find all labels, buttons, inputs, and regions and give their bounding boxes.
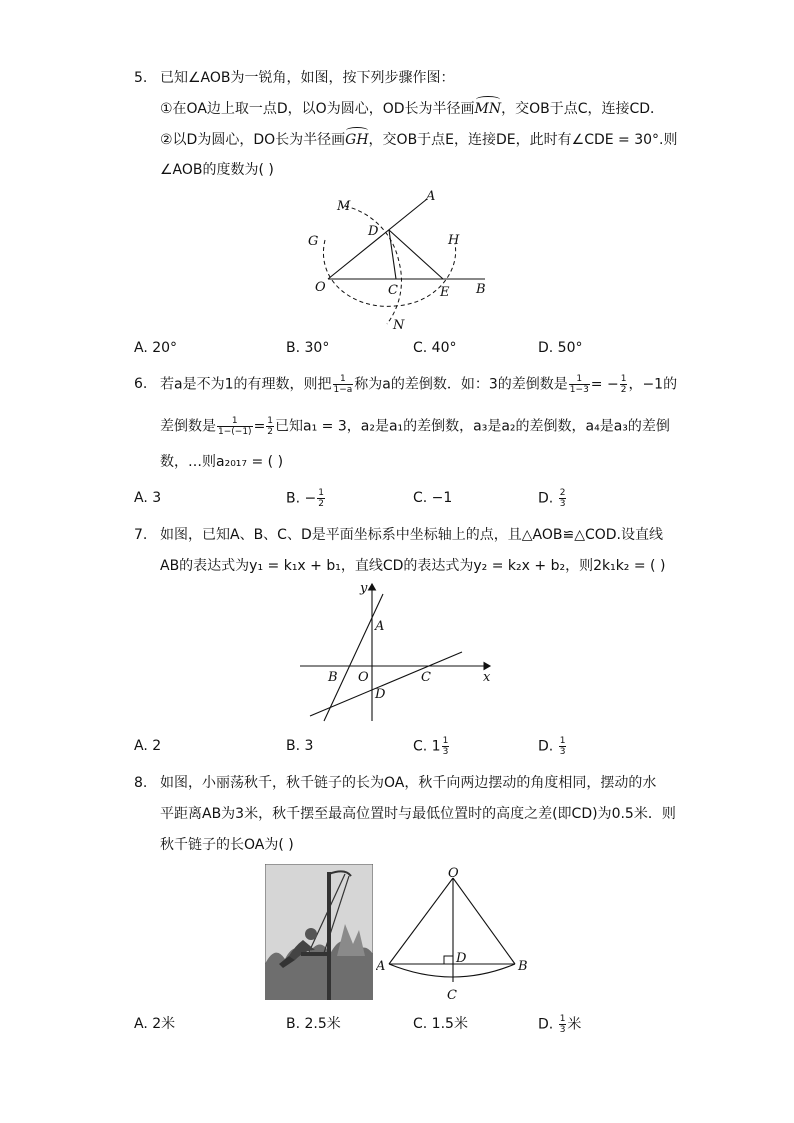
q8-option-b[interactable]: B. 2.5米 bbox=[286, 1016, 341, 1032]
label-d: D bbox=[375, 687, 386, 702]
q6-option-b[interactable]: B. − $\frac{1}{2}$ bbox=[286, 488, 324, 509]
label-a: A bbox=[376, 959, 386, 974]
q5-option-b[interactable]: B. 30° bbox=[286, 340, 330, 356]
q7-option-a[interactable]: A. 2 bbox=[134, 738, 162, 754]
q5-stem-line4: ∠AOB的度数为( ) bbox=[160, 162, 274, 178]
q5-stem-line2: ①在OA边上取一点D，以O为圆心，OD长为半径画MN，交OB于点C，连接CD． bbox=[160, 101, 665, 117]
q5-stem-line1: 已知∠AOB为一锐角，如图，按下列步骤作图： bbox=[160, 70, 455, 86]
label-b: B bbox=[518, 959, 528, 974]
label-e: E bbox=[440, 285, 450, 300]
label-o: O bbox=[358, 670, 369, 685]
label-a: A bbox=[426, 189, 436, 204]
q7-figure bbox=[298, 578, 498, 724]
q5-figure bbox=[295, 182, 495, 334]
q6-option-d[interactable]: D. $\frac{2}{3}$ bbox=[538, 488, 566, 509]
label-b: B bbox=[476, 282, 486, 297]
q6-stem-line3: 数，…则a₂₀₁₇ = ( ) bbox=[160, 454, 284, 470]
q6-option-a[interactable]: A. 3 bbox=[134, 490, 162, 506]
q7-number: 7. bbox=[134, 527, 148, 543]
segment-cd bbox=[389, 230, 396, 279]
q5-option-c[interactable]: C. 40° bbox=[413, 340, 457, 356]
q6-number: 6. bbox=[134, 376, 148, 392]
q5-number: 5. bbox=[134, 70, 148, 86]
q8-stem-line1: 如图，小丽荡秋千，秋千链子的长为OA，秋千向两边摆动的角度相同，摆动的水 bbox=[160, 775, 657, 791]
q7-option-b[interactable]: B. 3 bbox=[286, 738, 314, 754]
q7-option-d[interactable]: D. $\frac{1}{3}$ bbox=[538, 736, 566, 757]
right-angle-mark bbox=[444, 956, 453, 964]
q7-stem-line1: 如图，已知A、B、C、D是平面坐标系中坐标轴上的点，且△AOB≌△COD.设直线 bbox=[160, 527, 663, 543]
q8-stem-line2: 平距离AB为3米，秋千摆至最高位置时与最低位置时的高度之差(即CD)为0.5米．则 bbox=[160, 806, 676, 822]
label-n: N bbox=[393, 318, 405, 333]
label-m: M bbox=[337, 199, 351, 214]
arc-ab bbox=[389, 964, 515, 977]
label-c: C bbox=[447, 988, 457, 1003]
label-y: y bbox=[360, 581, 368, 596]
q7-stem-line2: AB的表达式为y₁ = k₁x + b₁，直线CD的表达式为y₂ = k₂x + b₂，则2k₁k₂ = ( ) bbox=[160, 558, 666, 574]
q7-option-c[interactable]: C. 1 $\frac{1}{3}$ bbox=[413, 736, 449, 757]
q6-option-c[interactable]: C. −1 bbox=[413, 490, 453, 506]
label-b: B bbox=[328, 670, 338, 685]
label-h: H bbox=[448, 233, 460, 248]
segment-oa bbox=[389, 878, 453, 964]
label-d: D bbox=[368, 224, 379, 239]
q8-option-a[interactable]: A. 2米 bbox=[134, 1016, 176, 1032]
label-c: C bbox=[421, 670, 431, 685]
label-c: C bbox=[388, 283, 398, 298]
label-g: G bbox=[308, 234, 319, 249]
q8-figure bbox=[376, 866, 532, 1006]
q6-stem-line1: 若a是不为1的有理数，则把 $\frac{1}{1-a}$ 称为a的差倒数．如：3的差倒数是 $\frac{1}{1-3}$ = − $\frac{1}{2}$ ，−1的 bbox=[160, 374, 678, 395]
arc-gh: GH bbox=[345, 132, 369, 148]
q6-stem-line2: 差倒数是 $\frac{1}{1-(-1)}$ = $\frac{1}{2}$ 已知a₁ = 3，a₂是a₁的差倒数，a₃是a₂的差倒数，a₄是a₃的差倒 bbox=[160, 416, 670, 437]
q5-option-a[interactable]: A. 20° bbox=[134, 340, 178, 356]
label-o: O bbox=[315, 280, 326, 295]
q5-stem-line3: ②以D为圆心，DO长为半径画GH，交OB于点E，连接DE，此时有∠CDE = 30°.则 bbox=[160, 132, 678, 148]
q8-option-c[interactable]: C. 1.5米 bbox=[413, 1016, 468, 1032]
label-a: A bbox=[375, 619, 385, 634]
label-o: O bbox=[448, 866, 459, 881]
q5-option-d[interactable]: D. 50° bbox=[538, 340, 583, 356]
swing-illustration bbox=[265, 864, 373, 1000]
arc-mn: MN bbox=[474, 101, 502, 117]
q8-stem-line3: 秋千链子的长OA为( ) bbox=[160, 837, 294, 853]
segment-de bbox=[389, 230, 443, 279]
q8-number: 8. bbox=[134, 775, 148, 791]
q8-option-d[interactable]: D. $\frac{1}{3}$ 米 bbox=[538, 1014, 582, 1035]
label-d: D bbox=[456, 951, 467, 966]
label-x: x bbox=[483, 670, 491, 685]
